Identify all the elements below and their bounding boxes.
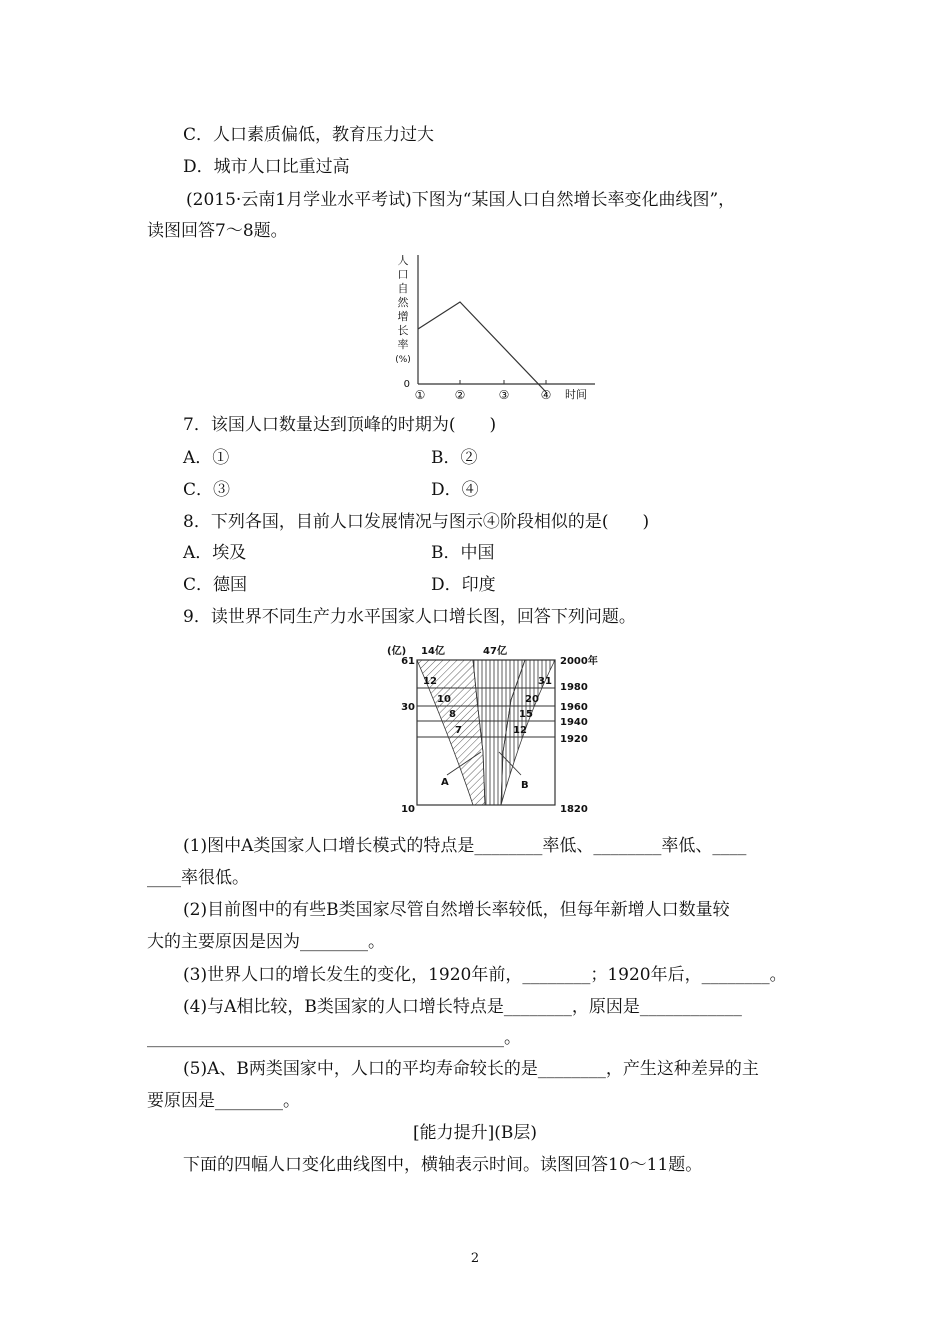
xtick-1: ① (414, 388, 426, 402)
a-val-10: 10 (437, 694, 451, 705)
y-10: 10 (401, 804, 415, 815)
xtick-4: ④ (540, 388, 552, 402)
option-d-q8: D．印度 (431, 575, 496, 595)
question-intro-cont: 读图回答7～8题。 (147, 221, 288, 241)
y-61: 61 (401, 656, 415, 667)
option-c-q7: C．③ (183, 480, 231, 500)
year-1820: 1820 (560, 804, 588, 815)
question-7: 7．该国人口数量达到顶峰的时期为( ) (183, 415, 497, 435)
label-14: 14亿 (421, 646, 445, 657)
page-number: 2 (470, 1251, 480, 1266)
option-a-q8: A．埃及 (183, 543, 247, 563)
ylabel-char: 然 (397, 296, 409, 309)
option-c-q8: C．德国 (183, 575, 248, 595)
option-d-q7: D．④ (431, 480, 479, 500)
population-growth-chart (385, 640, 610, 822)
xtick-3: ③ (498, 388, 510, 402)
b-val-15: 15 (519, 709, 533, 720)
question-intro: (2015·云南1月学业水平考试)下图为“某国人口自然增长率变化曲线图”， (186, 190, 736, 210)
ylabel-char: 增 (397, 310, 409, 323)
year-2000: 2000年 (560, 656, 598, 667)
year-1980: 1980 (560, 682, 588, 693)
b-val-12: 12 (513, 725, 527, 736)
b-val-31: 31 (538, 676, 552, 687)
option-c-q6: C．人口素质偏低，教育压力过大 (183, 125, 435, 145)
growth-rate-chart (380, 250, 610, 405)
subq-2-cont: 大的主要原因是因为________。 (147, 932, 385, 952)
a-val-12: 12 (423, 676, 437, 687)
question-8: 8．下列各国，目前人口发展情况与图示④阶段相似的是( ) (183, 512, 650, 532)
ylabel-char: 人 (397, 254, 409, 267)
option-a-q7: A．① (183, 448, 230, 468)
ylabel-char: 率 (397, 338, 409, 351)
label-b: B (521, 780, 529, 791)
subq-2: (2)目前图中的有些B类国家尽管自然增长率较低，但每年新增人口数量较 (183, 900, 730, 920)
subq-4-cont: __________________________________________。 (147, 1028, 521, 1048)
question-10-intro: 下面的四幅人口变化曲线图中，横轴表示时间。读图回答10～11题。 (183, 1155, 703, 1175)
year-1960: 1960 (560, 702, 588, 713)
section-heading: [能力提升](B层) (412, 1123, 538, 1143)
label-a: A (441, 777, 449, 788)
ylabel-char: 口 (397, 268, 409, 281)
year-1920: 1920 (560, 734, 588, 745)
subq-3: (3)世界人口的增长发生的变化，1920年前，________；1920年后，________。 (183, 965, 787, 985)
xtick-2: ② (454, 388, 466, 402)
year-1940: 1940 (560, 717, 588, 728)
ylabel-char: 自 (397, 282, 409, 295)
a-val-7: 7 (455, 725, 462, 736)
growth-curve (418, 302, 546, 392)
a-val-8: 8 (449, 709, 456, 720)
origin-label: 0 (403, 379, 410, 390)
subq-5: (5)A、B两类国家中，人口的平均寿命较长的是________，产生这种差异的主 (183, 1059, 759, 1079)
subq-4: (4)与A相比较，B类国家的人口增长特点是________，原因是____________ (183, 997, 742, 1017)
option-b-q7: B．② (431, 448, 478, 468)
subq-1: (1)图中A类国家人口增长模式的特点是________率低、________率低、____ (183, 836, 747, 856)
label-47: 47亿 (483, 646, 507, 657)
unit-label: (亿) (387, 646, 407, 657)
x-axis-label: 时间 (565, 388, 587, 401)
question-9: 9．读世界不同生产力水平国家人口增长图，回答下列问题。 (183, 607, 636, 627)
option-b-q8: B．中国 (431, 543, 495, 563)
ylabel-unit: (%) (395, 355, 411, 365)
subq-1-cont: ____率很低。 (147, 868, 249, 888)
ylabel-char: 长 (397, 324, 409, 337)
subq-5-cont: 要原因是________。 (147, 1091, 300, 1111)
option-d-q6: D．城市人口比重过高 (183, 157, 350, 177)
y-30: 30 (401, 702, 415, 713)
b-val-20: 20 (525, 694, 539, 705)
